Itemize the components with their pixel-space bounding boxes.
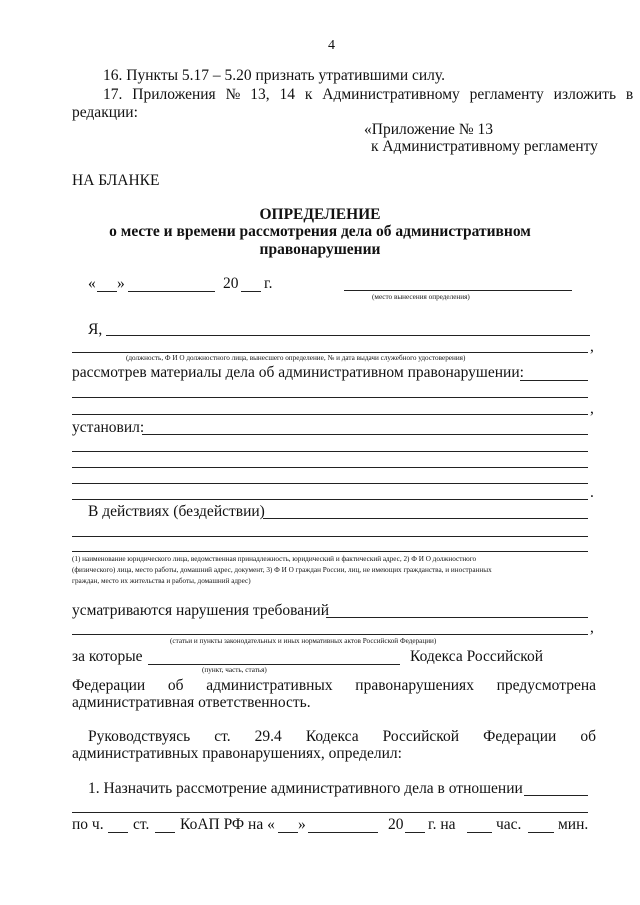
- point-1-line-2: [72, 812, 588, 813]
- page-number: 4: [328, 38, 335, 53]
- reviewed-line-2: [72, 397, 588, 398]
- article-blank: [155, 832, 175, 833]
- item-17: [103, 86, 634, 104]
- day-blank-2: [278, 832, 298, 833]
- item-17-text: 17. Приложения № 13, 14 к Административному регламенту изложить в: [103, 86, 634, 103]
- period-mark: .: [590, 484, 594, 501]
- article-label: ст.: [133, 816, 150, 833]
- comma-mark: ,: [590, 338, 594, 355]
- document-subtitle-1: о месте и времени рассмотрения дела об административном: [109, 223, 531, 240]
- actions-line-2: [72, 536, 588, 537]
- federation-word: административных: [206, 677, 333, 694]
- actions-label: В действиях (бездействии): [88, 503, 265, 520]
- document-title: ОПРЕДЕЛЕНИЕ: [259, 206, 381, 223]
- guided-word: Руководствуясь: [88, 728, 191, 745]
- item-16: 16. Пункты 5.17 – 5.20 признать утратившими силу.: [103, 67, 445, 84]
- minutes-blank: [528, 832, 554, 833]
- year-prefix: 20: [223, 275, 239, 292]
- hint-persons-3: граждан, место их жительства и работы, домашний адрес): [72, 577, 251, 585]
- official-line-1: [106, 335, 590, 336]
- month-blank-2: [308, 832, 378, 833]
- official-line-2: [72, 352, 588, 353]
- blank-mark: НА БЛАНКЕ: [72, 172, 160, 189]
- federation-word: правонарушениях: [355, 677, 474, 694]
- guided-word: Федерации: [483, 728, 557, 745]
- determined-text: административных правонарушениях, определил:: [72, 745, 402, 762]
- appendix-line-1: «Приложение № 13: [364, 121, 493, 138]
- established-line-4: [72, 483, 588, 484]
- hint-official: (должность, Ф И О должностного лица, вынесшего определение, № и дата выдачи служебного удостоверения): [126, 354, 466, 362]
- reviewed-line-3: [72, 414, 588, 415]
- established-line-5: [72, 499, 588, 500]
- guided-word: 29.4: [254, 728, 282, 745]
- date-open-quote: «: [88, 275, 96, 292]
- date-close-quote: »: [117, 275, 125, 292]
- actions-line-1: [263, 518, 588, 519]
- month-blank: [128, 291, 215, 292]
- federation-word: предусмотрена: [496, 677, 596, 694]
- guided-word: об: [580, 728, 596, 745]
- liability-text: административная ответственность.: [72, 694, 311, 711]
- established-line-3: [72, 467, 588, 468]
- federation-row: [72, 677, 596, 695]
- reviewed-label: рассмотрев материалы дела об административном правонарушении:: [72, 364, 524, 381]
- hint-persons-1: (1) наименование юридического лица, ведомственная принадлежность, юридический и фактический адрес, 2) Ф И О должностного: [72, 555, 477, 563]
- year-blank: [241, 291, 261, 292]
- place-blank: [344, 290, 572, 291]
- hint-persons-2: (физического) лица, место работы, домашний адрес, документ, 3) Ф И О граждан России, лиц, не имеющих гражданства, и иностранных: [72, 566, 492, 574]
- federation-word: Федерации: [72, 677, 146, 694]
- reviewed-line-1: [520, 380, 588, 381]
- actions-line-3: [72, 551, 588, 552]
- year-on-label: г. на: [428, 816, 456, 833]
- point-1-text: 1. Назначить рассмотрение административного дела в отношении: [88, 780, 523, 797]
- part-blank: [108, 832, 128, 833]
- established-label: установил:: [72, 419, 145, 436]
- appendix-line-2: к Административному регламенту: [371, 138, 598, 155]
- comma-mark: ,: [590, 619, 594, 636]
- koap-label: КоАП РФ на «: [180, 816, 275, 833]
- for-which-label: за которые: [72, 648, 143, 665]
- year-blank-2: [405, 832, 425, 833]
- guided-word: Российской: [382, 728, 460, 745]
- violations-line-2: [72, 634, 588, 635]
- violations-label: усматриваются нарушения требований: [72, 602, 330, 619]
- established-line-1: [142, 434, 588, 435]
- hours-label: час.: [496, 816, 522, 833]
- quote-close-2: »: [298, 816, 306, 833]
- part-label: по ч.: [72, 816, 104, 833]
- guided-word: Кодекса: [305, 728, 359, 745]
- hint-article: (пункт, часть, статья): [202, 666, 267, 674]
- guided-row: [88, 728, 596, 746]
- document-subtitle-2: правонарушении: [259, 241, 381, 258]
- year-prefix-2: 20: [388, 816, 404, 833]
- hint-place: (место вынесения определения): [372, 293, 470, 301]
- item-17-continuation: редакции:: [72, 104, 138, 121]
- minutes-label: мин.: [558, 816, 589, 833]
- point-1-line-1: [524, 795, 588, 796]
- hint-acts: (статьи и пункты законодательных и иных нормативных актов Российской Федерации): [170, 637, 437, 645]
- guided-word: ст.: [214, 728, 231, 745]
- day-blank: [97, 291, 117, 292]
- ya-label: Я,: [88, 321, 103, 338]
- year-suffix: г.: [264, 275, 273, 292]
- code-label: Кодекса Российской: [410, 648, 543, 665]
- federation-word: об: [167, 677, 184, 694]
- established-line-2: [72, 451, 588, 452]
- hours-blank: [467, 832, 492, 833]
- violations-line-1: [326, 617, 588, 618]
- comma-mark: ,: [590, 400, 594, 417]
- article-line: [148, 664, 400, 665]
